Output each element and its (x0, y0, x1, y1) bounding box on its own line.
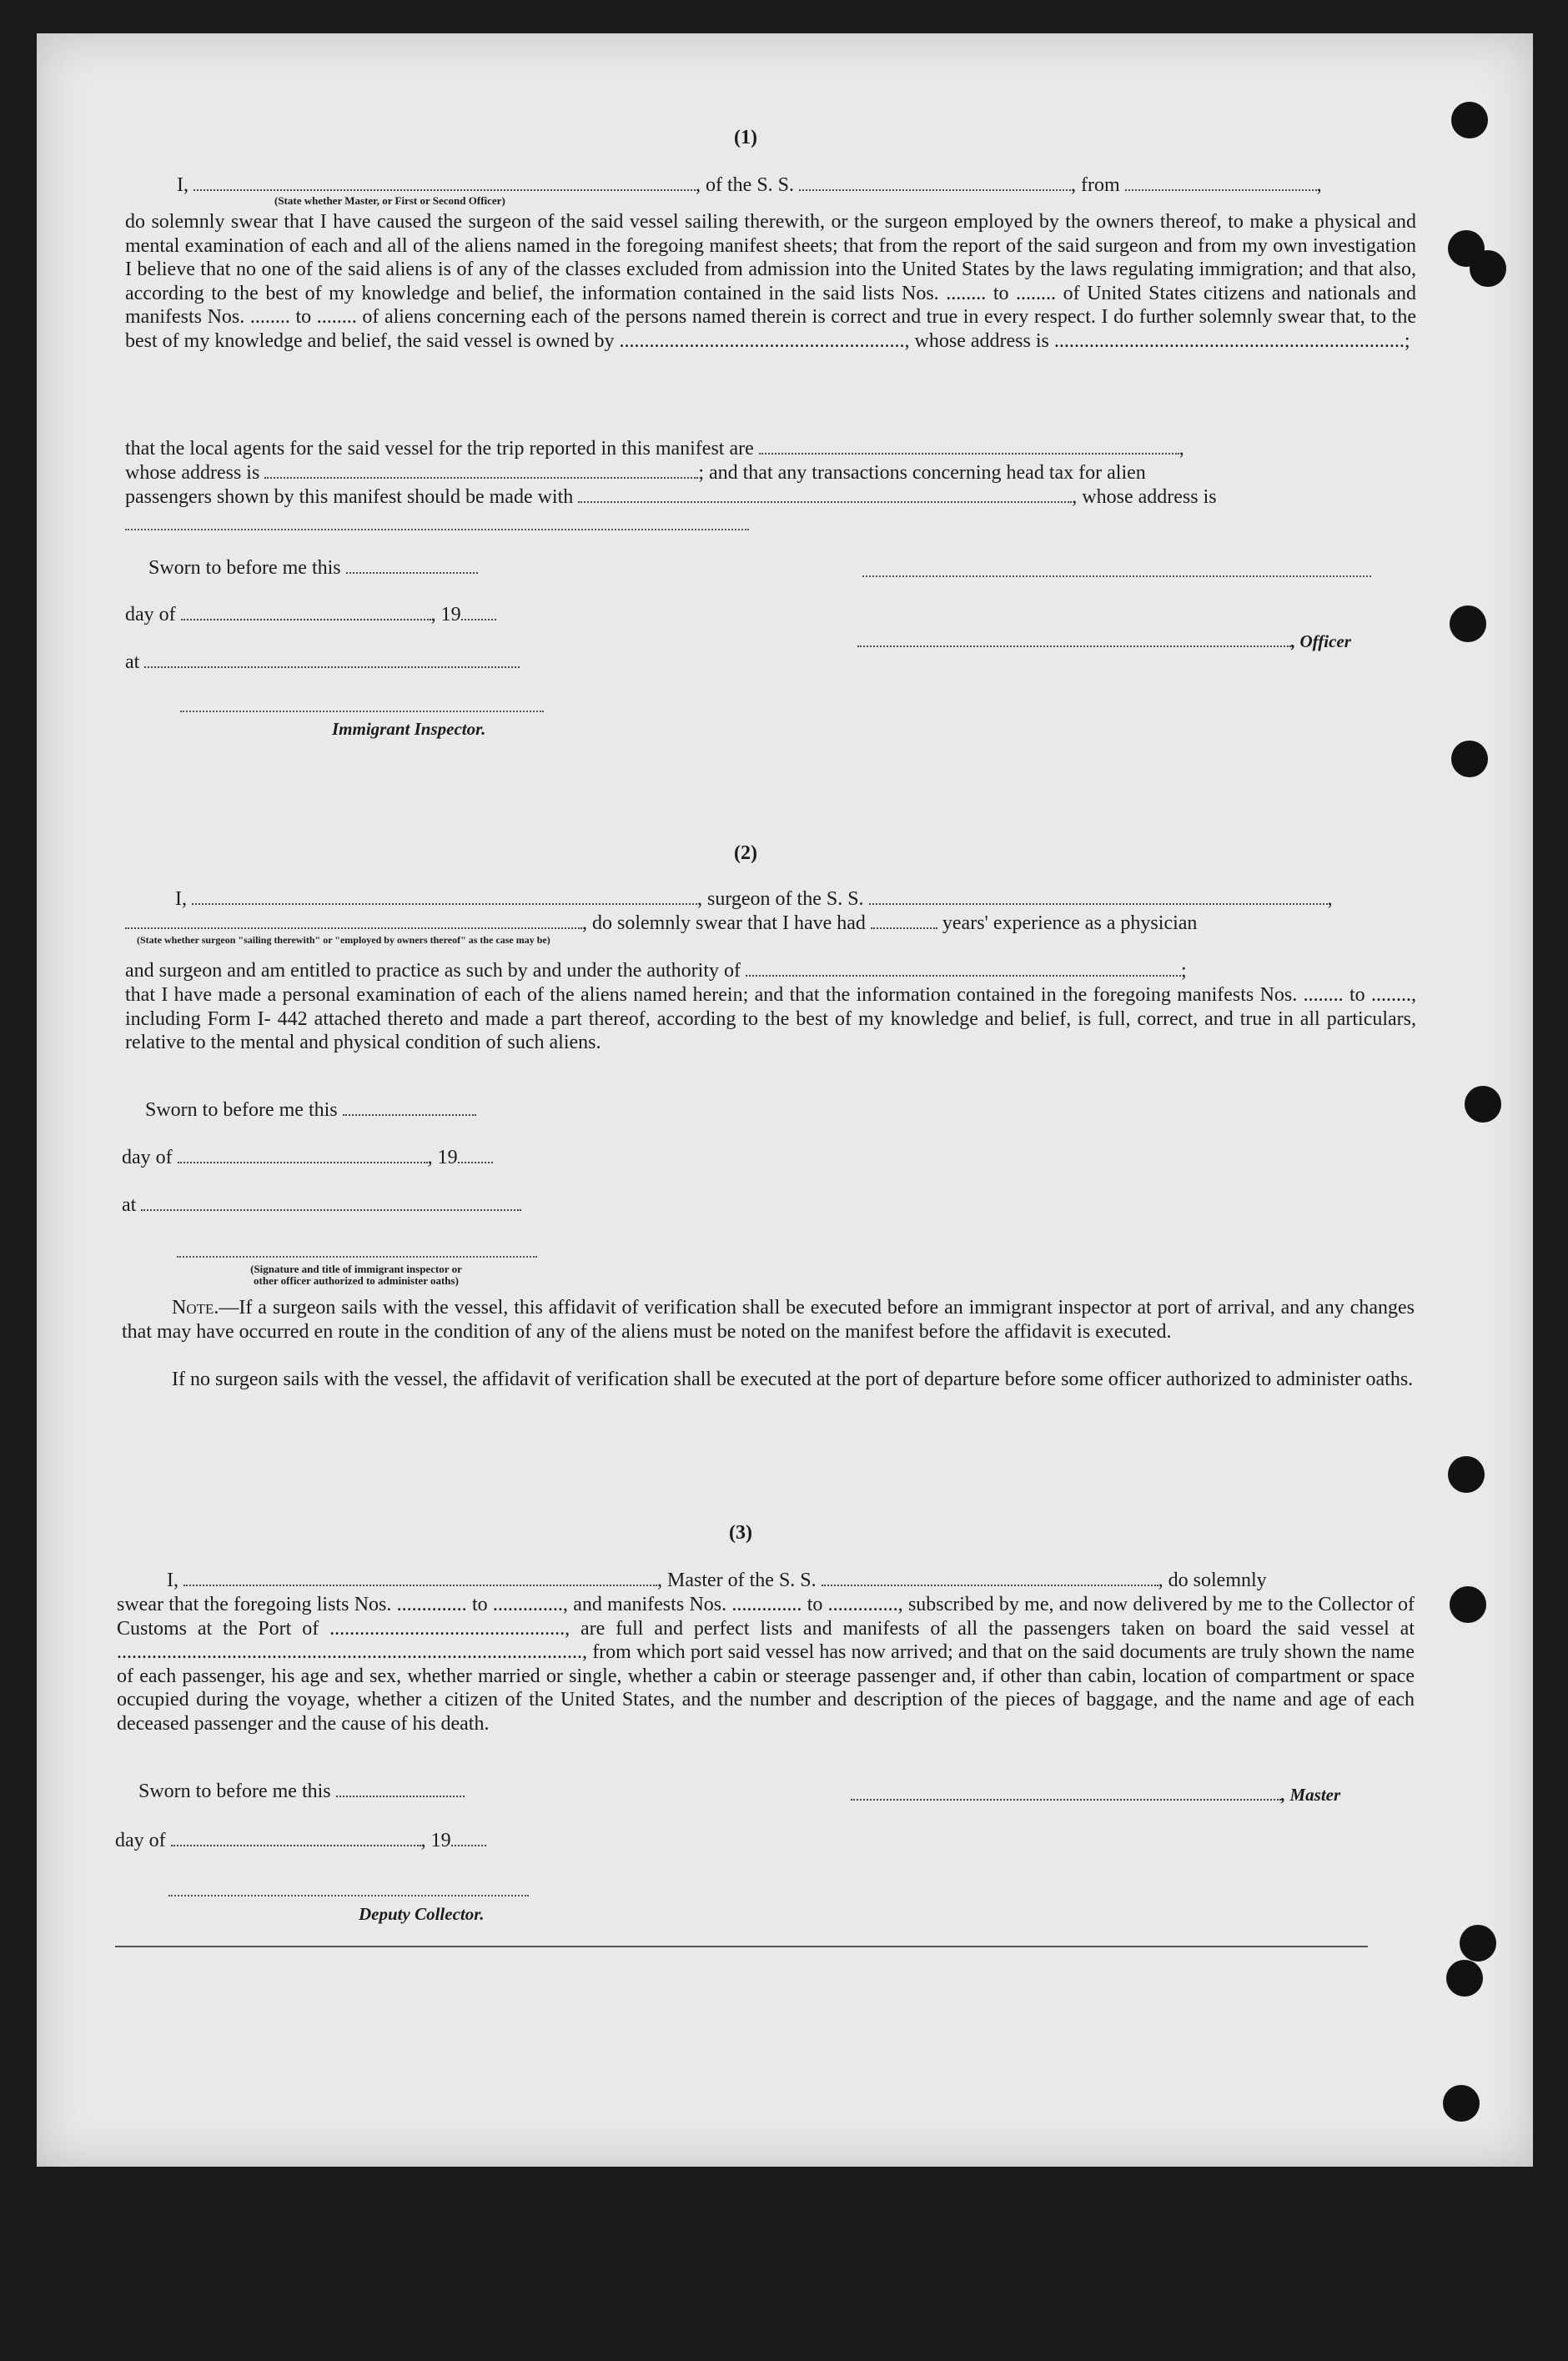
sec1-passengers-line (125, 485, 1217, 510)
surgeon-caption: (State whether surgeon "sailing therewith" or "employed by owners thereof" as the case may be) (137, 934, 550, 946)
sec2-i: I, (175, 888, 187, 910)
binder-hole (1465, 1086, 1501, 1123)
officer-label: , Officer (1291, 631, 1351, 651)
sec1-sworn (148, 556, 478, 580)
binder-hole (1470, 250, 1506, 287)
sig-caption-line-2: other officer authorized to administer oaths) (254, 1274, 459, 1287)
sec1-i: I, (177, 174, 188, 196)
sec1-day-of (125, 603, 496, 627)
day-of-label-3: day of (115, 1830, 166, 1851)
year-label-2: , 19 (427, 1147, 458, 1168)
note-label: Note. (172, 1297, 219, 1319)
officer-signature-line (857, 630, 1351, 654)
inspector-title: Immigrant Inspector. (332, 719, 486, 739)
sec3-day-of (115, 1829, 486, 1853)
sec1-body: do solemnly swear that I have caused the surgeon of the said vessel sailing therewith, or the surgeon employed by the owners thereof, to make a physical and mental examination of each and all of the aliens named in the foregoing manifest sheets; that from the report of the said surgeon and from my own investigation I believe that no one of the said aliens is of any of the classes excluded from admission into the United States by the laws regulating immigration; and that also, according to the best of my knowledge and belief, the information contained in the said lists Nos. ........ to ........ of United States citizens and nationals and manifests Nos. ........ to ........ of aliens concerning each of the persons named therein is correct and true in every respect. I do further solemnly swear that, to the best of my knowledge and belief, the said vessel is owned by ........................................................., whose address is ......................................................................; (125, 211, 1416, 352)
sec1-at (125, 651, 520, 675)
passengers-label: passengers shown by this manifest should be made with (125, 486, 574, 508)
sworn-date-field-3[interactable] (336, 1781, 465, 1797)
deputy-title: Deputy Collector. (359, 1904, 485, 1924)
sig-caption-line-1: (Signature and title of immigrant inspector or (250, 1263, 462, 1275)
inspector-signature-line[interactable] (180, 711, 544, 712)
sworn-date-field-2[interactable] (343, 1099, 476, 1116)
authority-label: and surgeon and am entitled to practice as such by and under the authority of (125, 960, 741, 982)
sec3-master-of-ss: , Master of the S. S. (657, 1570, 817, 1591)
year-field-1[interactable] (461, 604, 496, 620)
place-field-1[interactable] (144, 651, 520, 668)
binder-hole (1460, 1925, 1496, 1962)
sec2-day-of (122, 1146, 493, 1170)
sec3-ship-field[interactable] (822, 1570, 1158, 1586)
sec3-line1 (167, 1569, 1267, 1593)
note-paragraph (122, 1296, 1415, 1344)
whose-address-label: , whose address is (1072, 486, 1217, 508)
sec1-line1: I, , of the S. S. , from , (177, 174, 1322, 196)
year-field-3[interactable] (451, 1830, 486, 1846)
surgeon-of-ss-label: , surgeon of the S. S. (697, 888, 864, 910)
departure-port-field[interactable] (1125, 174, 1317, 191)
month-field-3[interactable] (171, 1830, 421, 1846)
sec2-at (122, 1193, 521, 1218)
sec2-body: that I have made a personal examination of each of the aliens named herein; and that the information contained in the foregoing manifests Nos. ........ to ........, including Form I- 442 attached thereto and made a part thereof, according to the best of my knowledge and belief, is full, correct, and true in all particulars, relative to the mental and physical condition of such aliens. (125, 984, 1416, 1053)
sworn-label-2: Sworn to before me this (145, 1099, 338, 1121)
headtax-contact-field[interactable] (578, 486, 1072, 503)
year-label-3: , 19 (420, 1830, 451, 1851)
master-signature-field[interactable] (851, 1784, 1281, 1801)
sec3-sworn (138, 1780, 465, 1804)
sec3-body: swear that the foregoing lists Nos. .............. to .............., and manifests Nos. .............. to .............., subscribed by me, and now delivered by me to the Collector of Customs at the Port of ..............................................., are full and perfect lists and manifests of all the passengers taken on board the said vessel at ............................................................................................., from which port said vessel has now arrived; and that on the said documents are truly shown the name of each passenger, his age and sex, whether married or single, whether a cabin or steerage passenger and, if other than cabin, location of compartment or space occupied during the voyage, whether a citizen of the United States, and the number and description of the pieces of baggage, and the name and age of each deceased passenger and the cause of his death. (117, 1594, 1415, 1735)
sec3-master-name-field[interactable] (183, 1570, 657, 1586)
sec1-agents-line: that the local agents for the said vessel for the trip reported in this manifest are , (125, 438, 1184, 460)
master-caption: (State whether Master, or First or Second Officer) (274, 194, 505, 207)
at-label-2: at (122, 1194, 137, 1216)
month-field-1[interactable] (181, 604, 431, 620)
officer-sig-top-line[interactable] (862, 575, 1371, 577)
binder-hole (1443, 2085, 1480, 2122)
ship-name-field[interactable] (799, 174, 1071, 191)
sworn-date-field-1[interactable] (346, 557, 478, 574)
address-continuation-line[interactable] (125, 529, 749, 530)
surgeon-ship-field[interactable] (869, 888, 1328, 905)
sec2-swear-label: , do solemnly swear that I have had (582, 912, 866, 934)
agents-field[interactable] (759, 438, 1179, 455)
authority-field[interactable] (746, 960, 1181, 977)
section-1-number: (1) (734, 127, 757, 148)
section-2-number: (2) (734, 842, 757, 864)
sec3-i: I, (167, 1570, 178, 1591)
master-name-field[interactable] (193, 174, 696, 191)
note-paragraph-2: If no surgeon sails with the vessel, the affidavit of verification shall be executed at the port of departure before some officer authorized to administer oaths. (172, 1369, 1414, 1390)
surgeon-name-field[interactable] (192, 888, 697, 905)
sec2-sig-caption (185, 1263, 527, 1287)
years-experience-field[interactable] (871, 912, 937, 929)
manifest-affidavit-page (37, 33, 1533, 2167)
address-label: whose address is (125, 462, 260, 484)
sec1-address-line (125, 461, 1146, 485)
sec1-of-ss: , of the S. S. (696, 174, 795, 196)
section-3-number: (3) (729, 1522, 752, 1544)
binder-hole (1451, 741, 1488, 777)
agents-label: that the local agents for the said vessel for the trip reported in this manifest are (125, 438, 754, 460)
binder-hole (1450, 605, 1486, 642)
month-field-2[interactable] (178, 1147, 428, 1163)
officer-signature-field[interactable] (857, 630, 1291, 647)
year-label-1: , 19 (430, 604, 461, 625)
sec1-from: , from (1071, 174, 1120, 196)
binder-hole (1450, 1586, 1486, 1623)
sec2-line1: I, , surgeon of the S. S. , (175, 888, 1333, 910)
year-field-2[interactable] (458, 1147, 493, 1163)
bottom-divider (115, 1946, 1368, 1947)
day-of-label-1: day of (125, 604, 176, 625)
binder-hole (1448, 1456, 1485, 1493)
master-signature-line (851, 1783, 1340, 1807)
years-experience-label: years' experience as a physician (942, 912, 1198, 934)
binder-hole (1451, 102, 1488, 138)
note-text: —If a surgeon sails with the vessel, this affidavit of verification shall be executed before an immigrant inspector at port of arrival, and any changes that may have occurred en route in the condition of any of the aliens must be noted on the manifest before the affidavit is executed. (122, 1297, 1415, 1343)
agents-address-field[interactable] (264, 462, 698, 479)
sec2-sworn (145, 1098, 476, 1123)
day-of-label-2: day of (122, 1147, 173, 1168)
binder-hole (1446, 1960, 1483, 1997)
at-label-1: at (125, 651, 140, 673)
sec2-line2 (125, 912, 1197, 936)
place-field-2[interactable] (141, 1194, 521, 1211)
surgeon-status-field[interactable] (125, 912, 582, 929)
master-label: , Master (1281, 1785, 1341, 1805)
sworn-label-1: Sworn to before me this (148, 557, 341, 579)
sec3-solemnly-label: , do solemnly (1158, 1570, 1267, 1591)
sworn-label-3: Sworn to before me this (138, 1781, 331, 1802)
deputy-signature-line[interactable] (168, 1895, 529, 1896)
sec2-line3: and surgeon and am entitled to practice as such by and under the authority of ; (125, 960, 1187, 982)
headtax-label: ; and that any transactions concerning head tax for alien (698, 462, 1146, 484)
sec2-signature-line[interactable] (177, 1256, 537, 1258)
